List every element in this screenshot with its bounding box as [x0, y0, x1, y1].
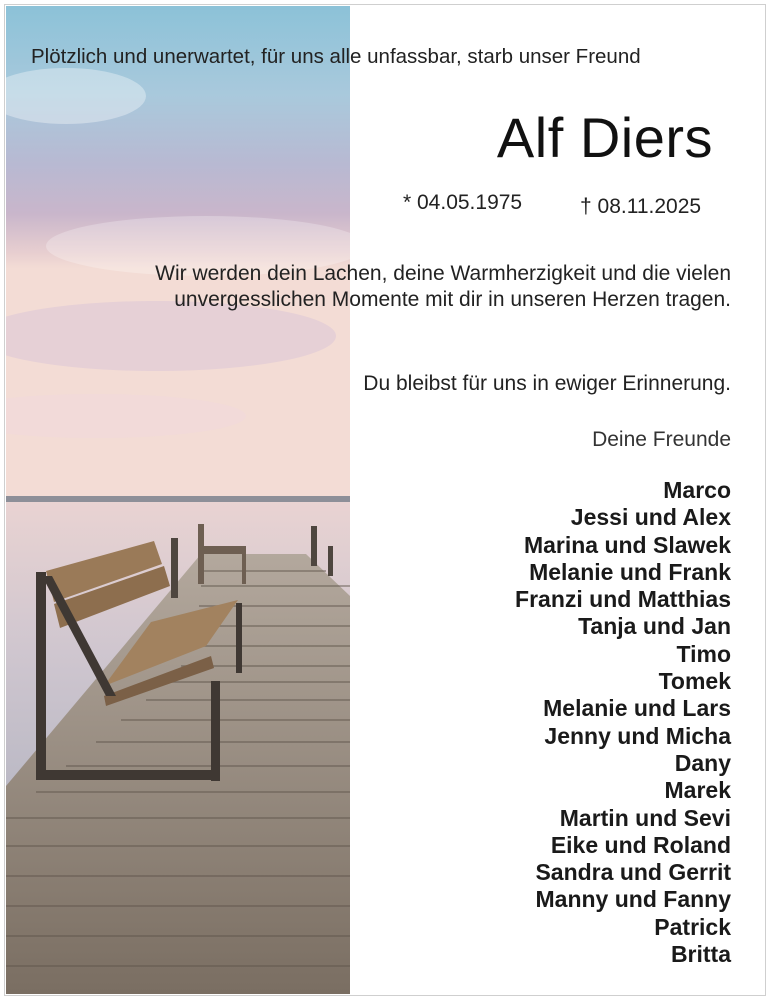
mourner-name: Eike und Roland — [550, 831, 731, 858]
deceased-name: Alf Diers — [496, 106, 713, 169]
quote-line: Wir werden dein Lachen, deine Warmherzigkeit und die vielen — [155, 262, 731, 285]
remembrance-line: Du bleibst für uns in ewiger Erinnerung. — [363, 372, 731, 395]
mourner-name: Franzi und Matthias — [515, 586, 731, 613]
quote-line: unvergesslichen Momente mit dir in unseren Herzen tragen. — [174, 288, 731, 311]
mourner-name: Martin und Sevi — [559, 804, 731, 831]
signoff: Deine Freunde — [592, 428, 731, 451]
mourner-name: Manny und Fanny — [535, 886, 731, 913]
mourner-name: Marek — [664, 777, 731, 804]
mourner-name: Marco — [663, 477, 731, 503]
birth-date: * 04.05.1975 — [403, 191, 523, 214]
mourner-name: Dany — [674, 749, 731, 776]
mourner-name: Melanie und Lars — [543, 695, 731, 722]
mourner-name: Jessi und Alex — [570, 504, 731, 531]
mourner-name: Timo — [676, 640, 731, 667]
mourner-name: Patrick — [654, 913, 731, 940]
mourner-list — [515, 477, 731, 968]
memorial-quote — [155, 261, 731, 313]
death-date: † 08.11.2025 — [580, 195, 702, 218]
intro-text: Plötzlich und unerwartet, für uns alle unfassbar, starb unser Freund — [31, 45, 641, 68]
mourner-name: Tanja und Jan — [578, 613, 731, 640]
jetty-bench-photo — [6, 6, 350, 994]
mourner-name: Marina und Slawek — [523, 531, 731, 558]
mourner-name: Tomek — [658, 668, 731, 695]
obituary-notice — [4, 4, 766, 996]
mourner-name: Melanie und Frank — [529, 558, 731, 585]
mourner-name: Britta — [670, 941, 731, 968]
mourner-name: Sandra und Gerrit — [535, 859, 731, 886]
mourner-name: Jenny und Micha — [544, 722, 731, 749]
